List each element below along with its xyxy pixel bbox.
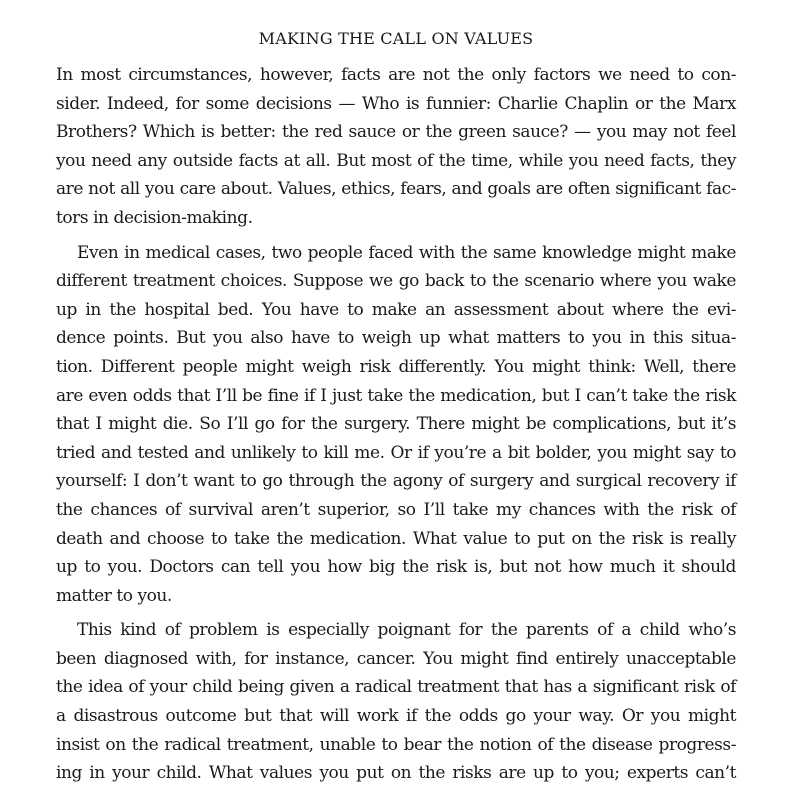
text-line: you need any outside facts at all. But most of the time, while you need facts, they [56,150,736,171]
text-line: are even odds that I’ll be fine if I just take the medication, but I can’t take the risk [56,385,736,406]
text-line: tors in decision-making. [56,207,253,228]
paragraph-2 [56,239,736,611]
text-line: are not all you care about. Values, ethics, fears, and goals are often significant fac- [56,179,736,200]
body-text [56,61,736,794]
text-line: This kind of problem is especially poignant for the parents of a child who’s [77,620,736,641]
running-head: MAKING THE CALL ON VALUES [258,29,534,48]
text-line: been diagnosed with, for instance, cancer. You might find entirely unacceptable [56,648,736,669]
text-line: up in the hospital bed. You have to make an assessment about where the evi- [56,299,736,320]
text-line: tion. Different people might weigh risk differently. You might think: Well, there [56,356,736,377]
paragraph-1 [56,61,736,233]
text-line: Brothers? Which is better: the red sauce or the green sauce? — you may not feel [56,122,736,143]
text-line: In most circumstances, however, facts are not the only factors we need to con- [56,65,736,85]
text-line: different treatment choices. Suppose we go back to the scenario where you wake [56,271,736,292]
text-line: death and choose to take the medication. What value to put on the risk is really [56,528,736,549]
text-line: sider. Indeed, for some decisions — Who is funnier: Charlie Chaplin or the Marx [56,93,736,114]
paragraph-3 [56,616,736,788]
text-line: tried and tested and unlikely to kill me. Or if you’re a bit bolder, you might say to [56,442,736,463]
text-line: a disastrous outcome but that will work if the odds go your way. Or you might [56,706,736,727]
text-line: insist on the radical treatment, unable to bear the notion of the disease progress- [56,734,736,755]
text-line: ing in your child. What values you put on the risks are up to you; experts can’t [56,763,736,784]
text-line: matter to you. [56,585,172,606]
text-line: Even in medical cases, two people faced with the same knowledge might make [77,242,736,263]
text-line: yourself: I don’t want to go through the agony of surgery and surgical recovery if [56,471,736,492]
text-line: that I might die. So I’ll go for the surgery. There might be complications, but it’s [56,414,736,435]
text-line: the chances of survival aren’t superior, so I’ll take my chances with the risk of [56,499,736,520]
text-line: the idea of your child being given a radical treatment that has a significant risk of [56,677,736,698]
text-line: up to you. Doctors can tell you how big the risk is, but not how much it should [56,557,736,578]
text-line: dence points. But you also have to weigh up what matters to you in this situa- [56,328,736,349]
